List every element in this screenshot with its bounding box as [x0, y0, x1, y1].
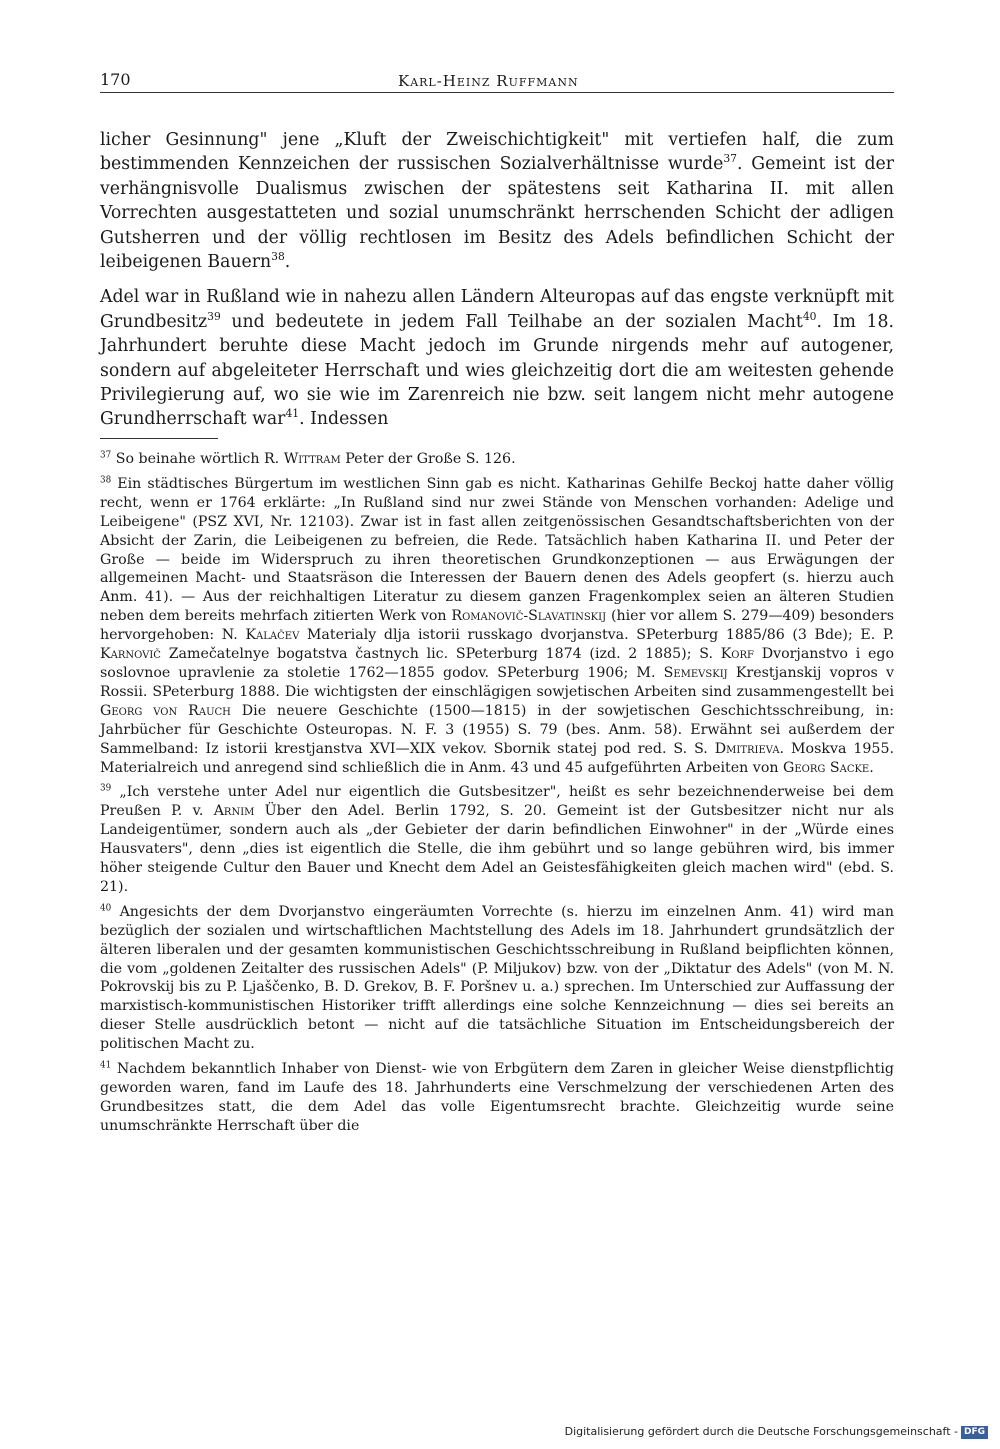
author-name: Dmitrieva [714, 740, 780, 757]
footnote-number: 40 [100, 903, 112, 914]
main-text [100, 128, 894, 443]
text-run: Angesichts der dem Dvorjanstvo eingeräumten Vorrechte (s. hierzu im einzelnen Anm. 41) wird man bezüglich der sozialen und wirtschaftlichen Machtstellung des Adels im 18. Jahrhundert grundsätzlich der älteren liberalen und der gesamten kommunistischen Geschichtsschreibung in Rußland beipflichten können, die vom „goldenen Zeitalter des russischen Adels" (P. Miljukov) bzw. von der „Diktatur des Adels" (von M. N. Pokrovskij bis zu P. Ljaščenko, B. D. Grekov, B. F. Poršnev u. a.) sprechen. Im Unterschied zur Auffassung der marxistisch-kommunistischen Historiker trifft allerdings eine solche Kennzeichnung — dies sei bereits an dieser Stelle ausdrücklich betont — nicht auf die tatsächliche Situation im Entscheidungsbereich der politischen Macht zu. [100, 903, 894, 1053]
footnote-40 [100, 903, 894, 1054]
page-number: 170 [100, 70, 131, 89]
footnote-number: 41 [100, 1060, 112, 1071]
author-name: Semevskij [663, 664, 728, 681]
text-run: . [869, 759, 874, 776]
text-run: „Ich verstehe unter Adel nur eigentlich die Gutsbesitzer", heißt es sehr bezeichnenderweise bei dem Preußen P. v. [100, 784, 894, 820]
footnote-ref-40: 40 [802, 310, 817, 324]
footnote-41 [100, 1060, 894, 1136]
text-run: licher Gesinnung" jene „Kluft der Zweischichtigkeit" mit vertiefen half, die zum bestimmenden Kennzeichen der russischen Sozialverhältnisse wurde [100, 130, 894, 175]
author-name: Romanovič-Slavatinskij [451, 608, 607, 625]
footnote-ref-41: 41 [285, 407, 300, 421]
footnote-ref-39: 39 [207, 310, 221, 324]
author-name: Kalačev [245, 627, 300, 644]
author-name: Karnovič [100, 646, 161, 663]
footnote-ref-38: 38 [271, 250, 285, 264]
text-run: Nachdem bekanntlich Inhaber von Dienst- wie von Erbgütern dem Zaren in gleicher Weise dienstpflichtig geworden waren, fand im Laufe des 18. Jahrhunderts eine Verschmelzung der verschiedenen Arten des Grundbesitzes statt, die dem Adel das volle Eigentumsrecht brachte. Gleichzeitig wurde seine unumschränkte Herrschaft über die [100, 1061, 894, 1134]
paragraph-1 [100, 128, 894, 274]
author-name: Georg von Rauch [100, 702, 231, 719]
text-run: Dvorjanstvo i ego soslovnoe upravlenie za stoletie 1762—1855 godov. SPeterburg 1906; M. [100, 646, 894, 681]
author-name: Korf [720, 646, 754, 663]
footnote-ref-37: 37 [723, 152, 737, 166]
text-run: und bedeutete in jedem Fall Teilhabe an der sozialen Macht [220, 311, 803, 332]
digitization-credit [565, 1423, 988, 1441]
running-head: Karl-Heinz Ruffmann [398, 72, 579, 90]
text-run: . Im 18. Jahrhundert beruhte diese Macht jedoch im Grunde nirgends mehr auf autogener, sondern auf abgeleiteter Herrschaft und wies gleichzeitig dort die am weitesten gehende Privilegierung auf, wo sie wie im Zarenreich nie bzw. seit langem nicht mehr autogene Grundherrschaft war [100, 311, 894, 430]
text-run: Krestjanskij vopros v Rossii. SPeterburg 1888. Die wichtigsten der einschlägigen sowjetischen Arbeiten sind zusammengestellt bei [100, 664, 894, 700]
text-run: . Gemeint ist der verhängnisvolle Dualismus zwischen der spätestens seit Katharina II. mit allen Vorrechten ausgestatteten und sozial unumschränkt herrschenden Schicht der adligen Gutsherren und der völlig rechtlosen im Besitz des Adels befindlichen Schicht der leibeigenen Bauern [100, 154, 894, 273]
footnotes [100, 450, 894, 1142]
paragraph-2 [100, 285, 894, 431]
text-run: So beinahe wörtlich R. [115, 451, 284, 467]
page-header [100, 66, 894, 93]
text-run: Über den Adel. Berlin 1792, S. 20. Gemeint ist der Gutsbesitzer nicht nur als Landeigentümer, sondern auch als „der Gebieter der darin befindlichen Einwohner" in der „Würde eines Hausvaters", denn „dies ist eigentlich die Stelle, die ihm gebührt und so lange gebühren wird, bis immer höher steigende Cultur den Bauer und Knecht dem Adel an Geistesfähigkeiten gleich machen wird" (ebd. S. 21). [100, 803, 895, 895]
text-run: . [284, 252, 291, 273]
footnote-37 [100, 450, 894, 469]
author-name: Georg Sacke [783, 759, 870, 776]
footnote-number: 38 [100, 475, 112, 486]
text-run: Zamečatelnye bogatstva častnych lic. SPeterburg 1874 (izd. 2 1885); S. [160, 646, 721, 663]
text-run: Adel war in Rußland wie in nahezu allen Ländern Alteuropas auf das engste verknüpft mit Grundbesitz [100, 287, 894, 332]
footnote-39 [100, 783, 894, 896]
footnote-number: 39 [100, 783, 112, 794]
dfg-logo: DFG [961, 1426, 988, 1439]
credit-text: Digitalisierung gefördert durch die Deutsche Forschungsgemeinschaft - [564, 1425, 958, 1438]
text-run: Peter der Große S. 126. [340, 451, 516, 467]
footnote-number: 37 [100, 450, 112, 461]
text-run: Materialy dlja istorii russkago dvorjanstva. SPeterburg 1885/86 (3 Bde); E. P. [299, 627, 894, 644]
text-run: . Moskva 1955. Materialreich und anregend sind schließlich die in Anm. 43 und 45 aufgeführten Arbeiten von [100, 740, 894, 776]
text-run: . Indessen [299, 409, 389, 430]
text-run: (hier vor allem S. 279—409) besonders hervorgehoben: N. [100, 608, 894, 644]
text-run: Die neuere Geschichte (1500—1815) in der sowjetischen Geschichtsschreibung, in: Jahrbücher für Geschichte Osteuropas. N. F. 3 (1955) S. 79 (bes. Anm. 58). Erwähnt sei außerdem der Sammelband: Iz istorii krestjanstva XVI—XIX vekov. Sbornik statej pod red. S. S. [100, 702, 894, 757]
text-run: Ein städtisches Bürgertum im westlichen Sinn gab es nicht. Katharinas Gehilfe Beckoj hatte daher völlig recht, wenn er 1764 erklärte: „In Rußland sind nur zwei Stände von Menschen vorhanden: Adelige und Leibeigene" (PSZ XVI, Nr. 12103). Zwar ist in fast allen zeitgenössischen Gesandtschaftsberichten von der Absicht der Zarin, die Leibeigenen zu befreien, die Rede. Tatsächlich haben Katharina II. und Peter der Große — beide im Widerspruch zu ihren theoretischen Grundkonzeptionen — aus Erwägungen der allgemeinen Macht- und Staatsräson die Interessen der Bauern denen des Adels geopfert (s. hierzu auch Anm. 41). — Aus der reichhaltigen Literatur zu diesem ganzen Fragenkomplex seien an älteren Studien neben dem bereits mehrfach zitierten Werk von [100, 475, 894, 625]
author-name: Wittram [283, 451, 341, 467]
footnote-divider [100, 438, 218, 439]
author-name: Arnim [213, 803, 255, 820]
footnote-38 [100, 475, 894, 778]
